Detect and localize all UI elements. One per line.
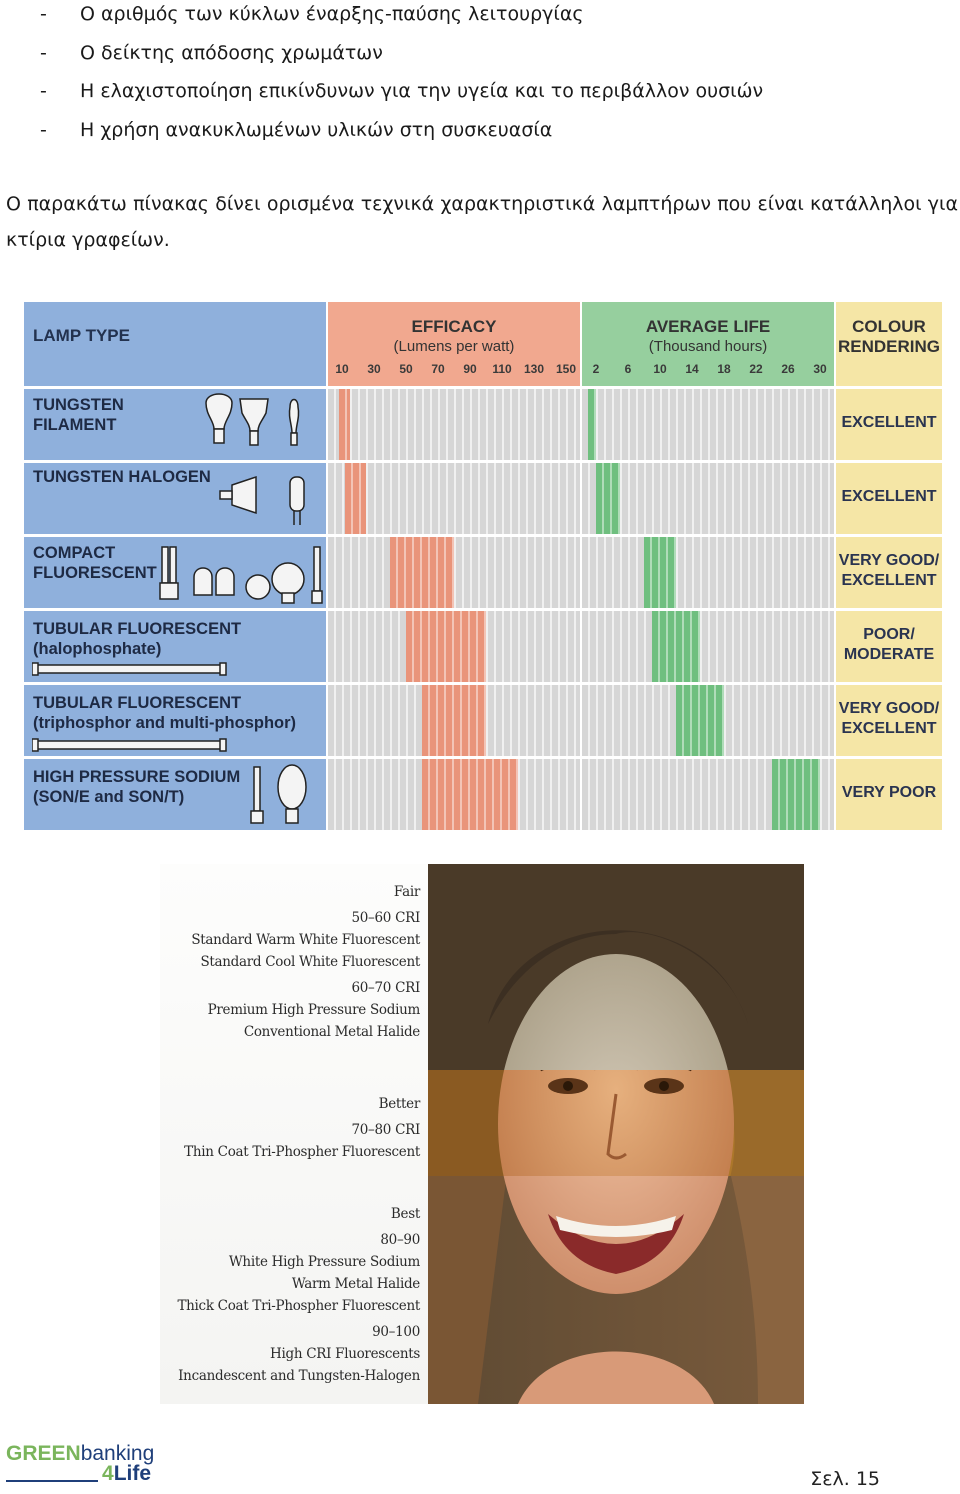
life-tick-label: 22 (749, 362, 763, 376)
lamp-type-cell (24, 460, 326, 534)
compact-fluorescent-lamps-icon (158, 543, 328, 611)
life-tick-label: 18 (717, 362, 731, 376)
efficacy-range-bar (422, 685, 486, 756)
bullet-dash: - (40, 118, 47, 141)
intro-paragraph (6, 186, 958, 258)
efficacy-header-label: EFFICACY (411, 317, 497, 336)
cri-legend-line: White High Pressure Sodium (228, 1254, 420, 1270)
lamp-subname: (SON/E and SON/T) (33, 788, 185, 806)
efficacy-grid-cell (328, 682, 580, 756)
colour-rendering-value: EXCELLENT (841, 488, 937, 505)
colour-rendering-value: VERY GOOD/ (838, 552, 940, 569)
bullet-dash: - (40, 80, 47, 102)
average-life-header (582, 302, 834, 386)
life-tick-label: 6 (624, 362, 632, 376)
bullet-item (40, 116, 940, 155)
efficacy-tick-label: 10 (335, 362, 349, 376)
life-tick-label: 26 (781, 362, 795, 376)
lamp-name: COMPACT (33, 544, 116, 562)
colour-rendering-value: VERY GOOD/ (838, 700, 940, 717)
efficacy-grid-cell (328, 756, 580, 830)
cri-legend-line: Incandescent and Tungsten-Halogen (178, 1368, 420, 1384)
average-life-header-label: AVERAGE LIFE (645, 317, 771, 336)
fluorescent-tube-icon (32, 659, 232, 683)
cri-legend-line: 80–90 (380, 1232, 420, 1248)
lamp-type-cell (24, 608, 326, 682)
bullet-text: Η ελαχιστοποίηση επικίνδυνων για την υγεία και το περιβάλλον ουσιών (80, 80, 764, 102)
bullet-text: Η χρήση ανακυκλωμένων υλικών στη συσκευασία (80, 118, 553, 141)
bullet-item (40, 39, 940, 78)
efficacy-tick-label: 90 (463, 362, 477, 376)
paragraph-line-2: κτίρια γραφείων. (6, 229, 170, 251)
cri-legend-line: Thin Coat Tri-Phospher Fluorescent (184, 1144, 420, 1160)
life-grid-cell (582, 756, 834, 830)
lamp-subname: (halophosphate) (33, 640, 162, 658)
efficacy-range-bar (406, 611, 486, 682)
bullet-text: Ο αριθμός των κύκλων έναρξης-παύσης λειτουργίας (80, 3, 584, 25)
efficacy-grid-cell (328, 460, 580, 534)
colour-rendering-cell (836, 534, 942, 608)
efficacy-grid-cell (328, 608, 580, 682)
life-range-bar (652, 611, 700, 682)
bullet-text: Ο δείκτης απόδοσης χρωμάτων (80, 41, 383, 64)
paragraph-line-1: Ο παρακάτω πίνακας δίνει ορισμένα τεχνικά χαρακτηριστικά λαμπτήρων που είναι κατάλληλοι για (6, 193, 958, 215)
lamp-name: TUBULAR FLUORESCENT (33, 620, 242, 638)
cri-legend-line: Standard Warm White Fluorescent (191, 932, 420, 948)
lamp-subname: (triphosphor and multi-phosphor) (33, 714, 297, 732)
colour-rendering-header (836, 302, 942, 386)
life-grid-cell (582, 386, 834, 460)
halogen-lamps-icon (212, 471, 332, 535)
life-grid-cell (582, 460, 834, 534)
cri-comparison-photo (160, 864, 804, 1404)
lamp-type-header-label: LAMP TYPE (33, 326, 130, 345)
cri-category-heading: Better (378, 1096, 420, 1112)
lamp-type-cell (24, 682, 326, 756)
average-life-unit-label: (Thousand hours) (648, 338, 768, 355)
colour-rendering-value: POOR/ (863, 626, 915, 643)
life-range-bar (596, 463, 620, 534)
logo-banking-text: banking (80, 1442, 155, 1465)
efficacy-range-bar (345, 463, 366, 534)
sodium-lamps-icon (246, 761, 316, 835)
efficacy-tick-label: 30 (367, 362, 381, 376)
colour-rendering-cell (836, 386, 942, 460)
lamp-name: HIGH PRESSURE SODIUM (33, 768, 241, 786)
colour-rendering-value: EXCELLENT (841, 414, 937, 431)
lamp-type-cell (24, 534, 326, 608)
colour-rendering-cell (836, 460, 942, 534)
cri-legend-line: 90–100 (372, 1324, 420, 1340)
efficacy-range-bar (422, 759, 518, 830)
cri-legend-line: Conventional Metal Halide (243, 1024, 420, 1040)
cri-legend-line: Warm Metal Halide (291, 1276, 420, 1292)
efficacy-range-bar (390, 537, 454, 608)
greenbanking4life-logo (6, 1442, 166, 1488)
lamp-name: TUNGSTEN HALOGEN (33, 468, 211, 486)
cri-legend-line: 60–70 CRI (351, 980, 420, 996)
incandescent-bulbs-icon (192, 393, 312, 465)
lamp-name-line-2: FILAMENT (33, 416, 117, 434)
bullet-item (40, 0, 940, 39)
cri-legend-line: 70–80 CRI (351, 1122, 420, 1138)
logo-life-text: Life (113, 1462, 152, 1485)
cri-category-heading: Best (390, 1206, 420, 1222)
life-tick-label: 2 (592, 362, 600, 376)
bullet-dash: - (40, 41, 47, 64)
bullet-dash: - (40, 3, 47, 25)
efficacy-tick-label: 50 (399, 362, 413, 376)
portrait-illustration (428, 864, 804, 1404)
bullet-list (40, 0, 940, 154)
colour-rendering-value-line-2: MODERATE (843, 646, 935, 663)
life-grid-cell (582, 534, 834, 608)
lamp-name: TUBULAR FLUORESCENT (33, 694, 242, 712)
cri-legend-line: Thick Coat Tri-Phospher Fluorescent (177, 1298, 420, 1314)
lamp-type-header (24, 302, 326, 386)
life-range-bar (676, 685, 724, 756)
logo-underline (6, 1480, 98, 1482)
bullet-item (40, 77, 940, 116)
logo-green-text: GREEN (6, 1442, 81, 1465)
life-range-bar (644, 537, 676, 608)
life-range-bar (772, 759, 820, 830)
colour-rendering-value-line-2: EXCELLENT (841, 720, 937, 737)
efficacy-range-bar (339, 389, 350, 460)
page-number: Σελ. 15 (810, 1468, 880, 1490)
cri-category-heading: Fair (393, 884, 420, 900)
colour-rendering-value: VERY POOR (841, 784, 937, 801)
cri-legend-line: Standard Cool White Fluorescent (200, 954, 420, 970)
lamp-type-cell (24, 756, 326, 830)
life-grid-cell (582, 608, 834, 682)
lamp-name-line-2: FLUORESCENT (33, 564, 157, 582)
efficacy-tick-label: 130 (523, 362, 545, 376)
life-tick-label: 14 (685, 362, 699, 376)
portrait-photo (428, 864, 804, 1404)
efficacy-grid-cell (328, 534, 580, 608)
logo-4life (102, 1462, 151, 1486)
efficacy-tick-label: 110 (492, 362, 512, 376)
cri-legend-line: High CRI Fluorescents (269, 1346, 420, 1362)
efficacy-header (328, 302, 580, 386)
efficacy-tick-label: 70 (431, 362, 445, 376)
life-grid-cell (582, 682, 834, 756)
life-range-bar (588, 389, 596, 460)
cri-legend-line: 50–60 CRI (351, 910, 420, 926)
lamp-name: TUNGSTEN (33, 396, 124, 414)
logo-4-text: 4 (102, 1462, 114, 1485)
efficacy-grid-cell (328, 386, 580, 460)
life-tick-label: 30 (813, 362, 827, 376)
colour-rendering-cell (836, 682, 942, 756)
lamp-type-cell (24, 386, 326, 460)
colour-rendering-label-1: COLOUR (852, 317, 926, 336)
efficacy-tick-label: 150 (555, 362, 577, 376)
life-tick-label: 10 (653, 362, 667, 376)
colour-rendering-value-line-2: EXCELLENT (841, 572, 937, 589)
colour-rendering-cell (836, 756, 942, 830)
lamp-comparison-table (24, 302, 942, 830)
colour-rendering-label-2: RENDERING (837, 337, 940, 356)
cri-legend-line: Premium High Pressure Sodium (207, 1002, 420, 1018)
colour-rendering-cell (836, 608, 942, 682)
efficacy-unit-label: (Lumens per watt) (393, 338, 515, 355)
